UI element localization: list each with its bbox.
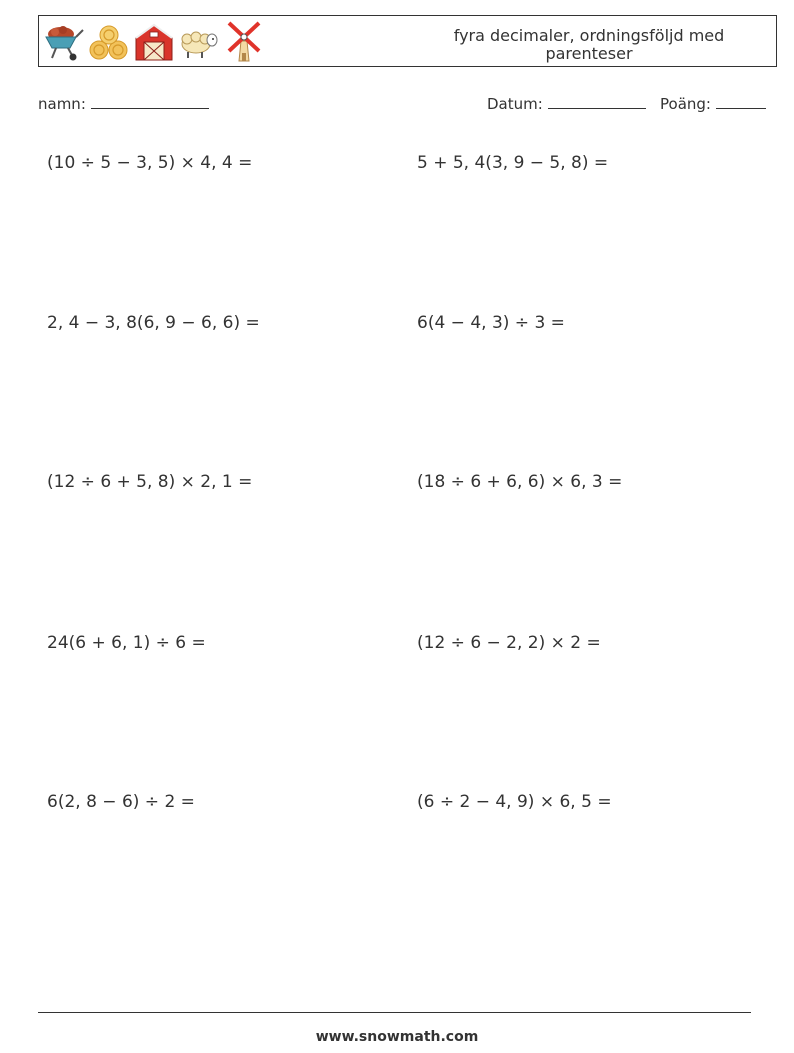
problem-10: (6 ÷ 2 − 4, 9) × 6, 5 = bbox=[417, 792, 612, 812]
problem-6: (18 ÷ 6 + 6, 6) × 6, 3 = bbox=[417, 472, 623, 492]
windmill-icon bbox=[223, 21, 265, 63]
wheelbarrow-icon bbox=[43, 22, 85, 62]
barn-icon bbox=[133, 22, 175, 62]
problem-4: 6(4 − 4, 3) ÷ 3 = bbox=[417, 313, 565, 333]
problem-2: 5 + 5, 4(3, 9 − 5, 8) = bbox=[417, 153, 609, 173]
worksheet-header bbox=[38, 15, 777, 67]
score-field bbox=[660, 94, 766, 113]
name-input-line[interactable] bbox=[91, 94, 209, 109]
name-label: namn: bbox=[38, 95, 86, 113]
problem-3: 2, 4 − 3, 8(6, 9 − 6, 6) = bbox=[47, 313, 260, 333]
score-label: Poäng: bbox=[660, 95, 711, 113]
date-label: Datum: bbox=[487, 95, 543, 113]
date-input-line[interactable] bbox=[548, 94, 646, 109]
problem-7: 24(6 + 6, 1) ÷ 6 = bbox=[47, 633, 206, 653]
date-field bbox=[487, 94, 646, 113]
sheep-icon bbox=[178, 22, 220, 62]
problem-1: (10 ÷ 5 − 3, 5) × 4, 4 = bbox=[47, 153, 253, 173]
worksheet-title: fyra decimaler, ordningsföljd med parenteser bbox=[453, 26, 725, 63]
footer-divider bbox=[38, 1012, 751, 1013]
score-input-line[interactable] bbox=[716, 94, 766, 109]
header-icons bbox=[43, 20, 265, 64]
problem-8: (12 ÷ 6 − 2, 2) × 2 = bbox=[417, 633, 601, 653]
hay-bales-icon bbox=[88, 22, 130, 62]
problem-5: (12 ÷ 6 + 5, 8) × 2, 1 = bbox=[47, 472, 253, 492]
footer-website[interactable]: www.snowmath.com bbox=[315, 1029, 479, 1045]
problem-9: 6(2, 8 − 6) ÷ 2 = bbox=[47, 792, 195, 812]
name-field bbox=[38, 94, 209, 113]
